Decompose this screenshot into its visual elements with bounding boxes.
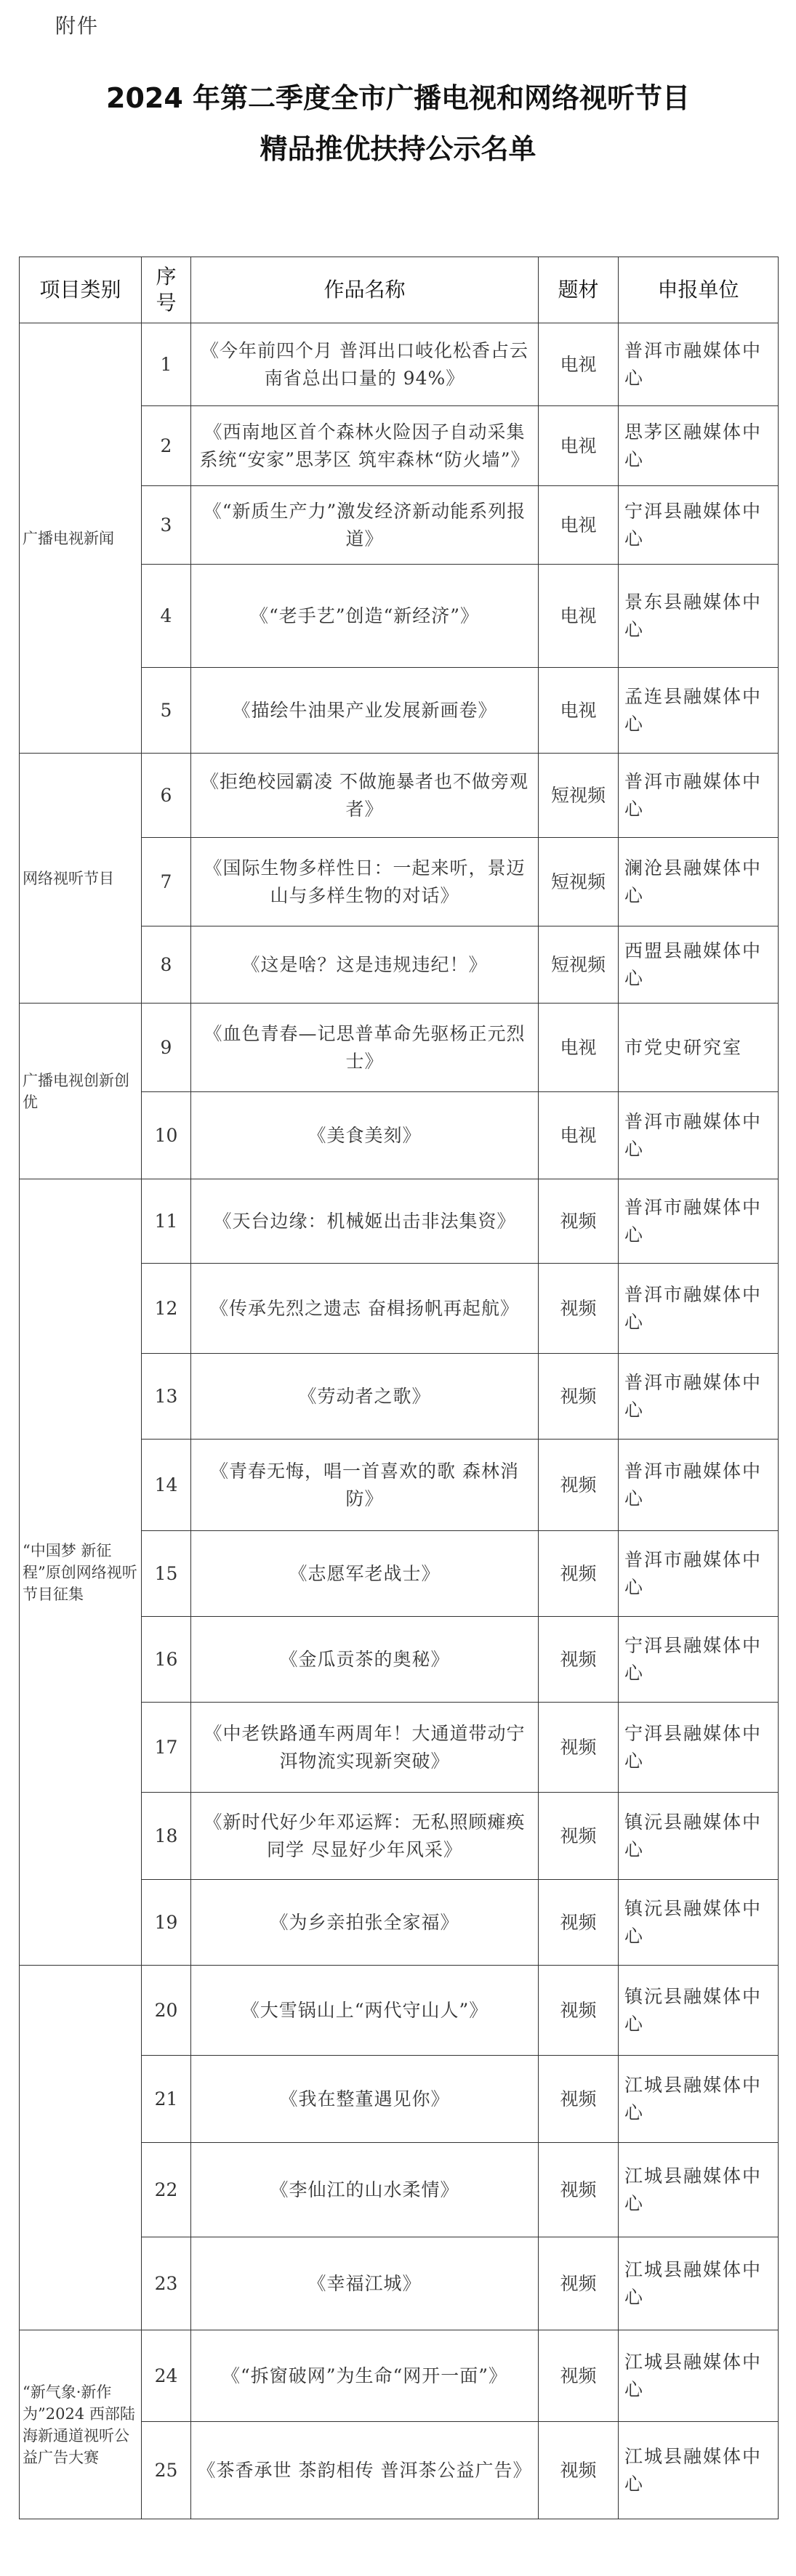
column-header-unit: 申报单位: [619, 257, 779, 323]
unit-cell: 江城县融媒体中心: [619, 2237, 779, 2330]
unit-cell: 镇沅县融媒体中心: [619, 1880, 779, 1966]
unit-cell: 西盟县融媒体中心: [619, 926, 779, 1004]
work-title-cell: 《“老手艺”创造“新经济”》: [191, 565, 539, 668]
work-title-cell: 《拒绝校园霸凌 不做施暴者也不做旁观者》: [191, 754, 539, 838]
unit-cell: 普洱市融媒体中心: [619, 1354, 779, 1440]
genre-cell: 视频: [539, 2422, 619, 2519]
work-title-cell: 《新时代好少年邓运辉：无私照顾瘫痪同学 尽显好少年风采》: [191, 1793, 539, 1880]
genre-cell: 电视: [539, 668, 619, 754]
page-subtitle: 精品推优扶持公示名单: [260, 133, 536, 165]
genre-cell: 视频: [539, 2056, 619, 2143]
unit-cell: 思茅区融媒体中心: [619, 406, 779, 486]
work-title-cell: 《这是啥？这是违规违纪！》: [191, 926, 539, 1004]
number-cell: 9: [142, 1004, 191, 1092]
category-cell: [20, 1966, 142, 2330]
table-row: [20, 1179, 779, 1264]
unit-cell: 江城县融媒体中心: [619, 2143, 779, 2237]
genre-cell: 视频: [539, 1440, 619, 1531]
work-title-cell: 《“拆窗破网”为生命“网开一面”》: [191, 2330, 539, 2422]
genre-cell: 电视: [539, 406, 619, 486]
number-cell: 19: [142, 1880, 191, 1966]
number-cell: 3: [142, 486, 191, 565]
work-title-cell: 《劳动者之歌》: [191, 1354, 539, 1440]
genre-cell: 电视: [539, 1092, 619, 1179]
number-cell: 10: [142, 1092, 191, 1179]
work-title-cell: 《为乡亲拍张全家福》: [191, 1880, 539, 1966]
genre-cell: 视频: [539, 1617, 619, 1703]
genre-cell: 短视频: [539, 838, 619, 926]
genre-cell: 电视: [539, 565, 619, 668]
work-title-cell: 《大雪锅山上“两代守山人”》: [191, 1966, 539, 2056]
number-cell: 14: [142, 1440, 191, 1531]
unit-cell: 普洱市融媒体中心: [619, 1531, 779, 1617]
unit-cell: 普洱市融媒体中心: [619, 754, 779, 838]
unit-cell: 市党史研究室: [619, 1004, 779, 1092]
number-cell: 4: [142, 565, 191, 668]
table-header-row: [20, 257, 779, 323]
number-cell: 24: [142, 2330, 191, 2422]
number-cell: 16: [142, 1617, 191, 1703]
work-title-cell: 《国际生物多样性日：一起来听，景迈山与多样生物的对话》: [191, 838, 539, 926]
genre-cell: 视频: [539, 1880, 619, 1966]
genre-cell: 电视: [539, 1004, 619, 1092]
table-body: [20, 323, 779, 2519]
number-cell: 7: [142, 838, 191, 926]
category-cell: “新气象·新作为”2024 西部陆海新通道视听公益广告大赛: [20, 2330, 142, 2519]
column-header-number: 序号: [142, 257, 191, 323]
category-cell: “中国梦 新征程”原创网络视听节目征集: [20, 1179, 142, 1966]
genre-cell: 视频: [539, 2143, 619, 2237]
column-header-category: 项目类别: [20, 257, 142, 323]
work-title-cell: 《志愿军老战士》: [191, 1531, 539, 1617]
number-cell: 6: [142, 754, 191, 838]
number-cell: 5: [142, 668, 191, 754]
genre-cell: 视频: [539, 1966, 619, 2056]
work-title-cell: 《西南地区首个森林火险因子自动采集系统“安家”思茅区 筑牢森林“防火墙”》: [191, 406, 539, 486]
genre-cell: 短视频: [539, 926, 619, 1004]
table-row: [20, 323, 779, 406]
work-title-cell: 《幸福江城》: [191, 2237, 539, 2330]
number-cell: 20: [142, 1966, 191, 2056]
number-cell: 21: [142, 2056, 191, 2143]
column-header-genre: 题材: [539, 257, 619, 323]
table-row: [20, 1966, 779, 2056]
unit-cell: 宁洱县融媒体中心: [619, 1617, 779, 1703]
unit-cell: 孟连县融媒体中心: [619, 668, 779, 754]
genre-cell: 视频: [539, 1354, 619, 1440]
unit-cell: 景东县融媒体中心: [619, 565, 779, 668]
number-cell: 15: [142, 1531, 191, 1617]
unit-cell: 宁洱县融媒体中心: [619, 486, 779, 565]
page-title: 2024 年第二季度全市广播电视和网络视听节目: [106, 82, 690, 114]
number-cell: 22: [142, 2143, 191, 2237]
unit-cell: 江城县融媒体中心: [619, 2330, 779, 2422]
work-title-cell: 《我在整董遇见你》: [191, 2056, 539, 2143]
unit-cell: 普洱市融媒体中心: [619, 1092, 779, 1179]
work-title-cell: 《金瓜贡茶的奥秘》: [191, 1617, 539, 1703]
table-row: [20, 754, 779, 838]
column-header-work-title: 作品名称: [191, 257, 539, 323]
unit-cell: 宁洱县融媒体中心: [619, 1703, 779, 1793]
table-row: [20, 1004, 779, 1092]
number-cell: 25: [142, 2422, 191, 2519]
number-cell: 2: [142, 406, 191, 486]
unit-cell: 江城县融媒体中心: [619, 2056, 779, 2143]
genre-cell: 视频: [539, 2330, 619, 2422]
genre-cell: 视频: [539, 1264, 619, 1354]
category-cell: 网络视听节目: [20, 754, 142, 1004]
work-title-cell: 《“新质生产力”激发经济新动能系列报道》: [191, 486, 539, 565]
genre-cell: 电视: [539, 486, 619, 565]
unit-cell: 澜沧县融媒体中心: [619, 838, 779, 926]
unit-cell: 普洱市融媒体中心: [619, 1179, 779, 1264]
genre-cell: 视频: [539, 1703, 619, 1793]
work-title-cell: 《美食美刻》: [191, 1092, 539, 1179]
unit-cell: 普洱市融媒体中心: [619, 1264, 779, 1354]
genre-cell: 视频: [539, 1793, 619, 1880]
number-cell: 11: [142, 1179, 191, 1264]
genre-cell: 短视频: [539, 754, 619, 838]
number-cell: 12: [142, 1264, 191, 1354]
genre-cell: 视频: [539, 1179, 619, 1264]
unit-cell: 镇沅县融媒体中心: [619, 1793, 779, 1880]
genre-cell: 电视: [539, 323, 619, 406]
number-cell: 1: [142, 323, 191, 406]
genre-cell: 视频: [539, 1531, 619, 1617]
number-cell: 18: [142, 1793, 191, 1880]
genre-cell: 视频: [539, 2237, 619, 2330]
work-title-cell: 《血色青春—记思普革命先驱杨正元烈士》: [191, 1004, 539, 1092]
unit-cell: 江城县融媒体中心: [619, 2422, 779, 2519]
category-cell: 广播电视创新创优: [20, 1004, 142, 1179]
table-row: [20, 2330, 779, 2422]
attachment-label: 附件: [55, 14, 100, 38]
work-title-cell: 《描绘牛油果产业发展新画卷》: [191, 668, 539, 754]
work-title-cell: 《中老铁路通车两周年！大通道带动宁洱物流实现新突破》: [191, 1703, 539, 1793]
work-title-cell: 《茶香承世 茶韵相传 普洱茶公益广告》: [191, 2422, 539, 2519]
work-title-cell: 《青春无悔，唱一首喜欢的歌 森林消防》: [191, 1440, 539, 1531]
category-cell: 广播电视新闻: [20, 323, 142, 754]
number-cell: 17: [142, 1703, 191, 1793]
work-title-cell: 《今年前四个月 普洱出口岐化松香占云南省总出口量的 94%》: [191, 323, 539, 406]
number-cell: 8: [142, 926, 191, 1004]
unit-cell: 普洱市融媒体中心: [619, 323, 779, 406]
number-cell: 13: [142, 1354, 191, 1440]
work-title-cell: 《传承先烈之遗志 奋楫扬帆再起航》: [191, 1264, 539, 1354]
number-cell: 23: [142, 2237, 191, 2330]
nominee-table: [19, 257, 779, 2519]
work-title-cell: 《天台边缘：机械姬出击非法集资》: [191, 1179, 539, 1264]
work-title-cell: 《李仙江的山水柔情》: [191, 2143, 539, 2237]
unit-cell: 镇沅县融媒体中心: [619, 1966, 779, 2056]
unit-cell: 普洱市融媒体中心: [619, 1440, 779, 1531]
